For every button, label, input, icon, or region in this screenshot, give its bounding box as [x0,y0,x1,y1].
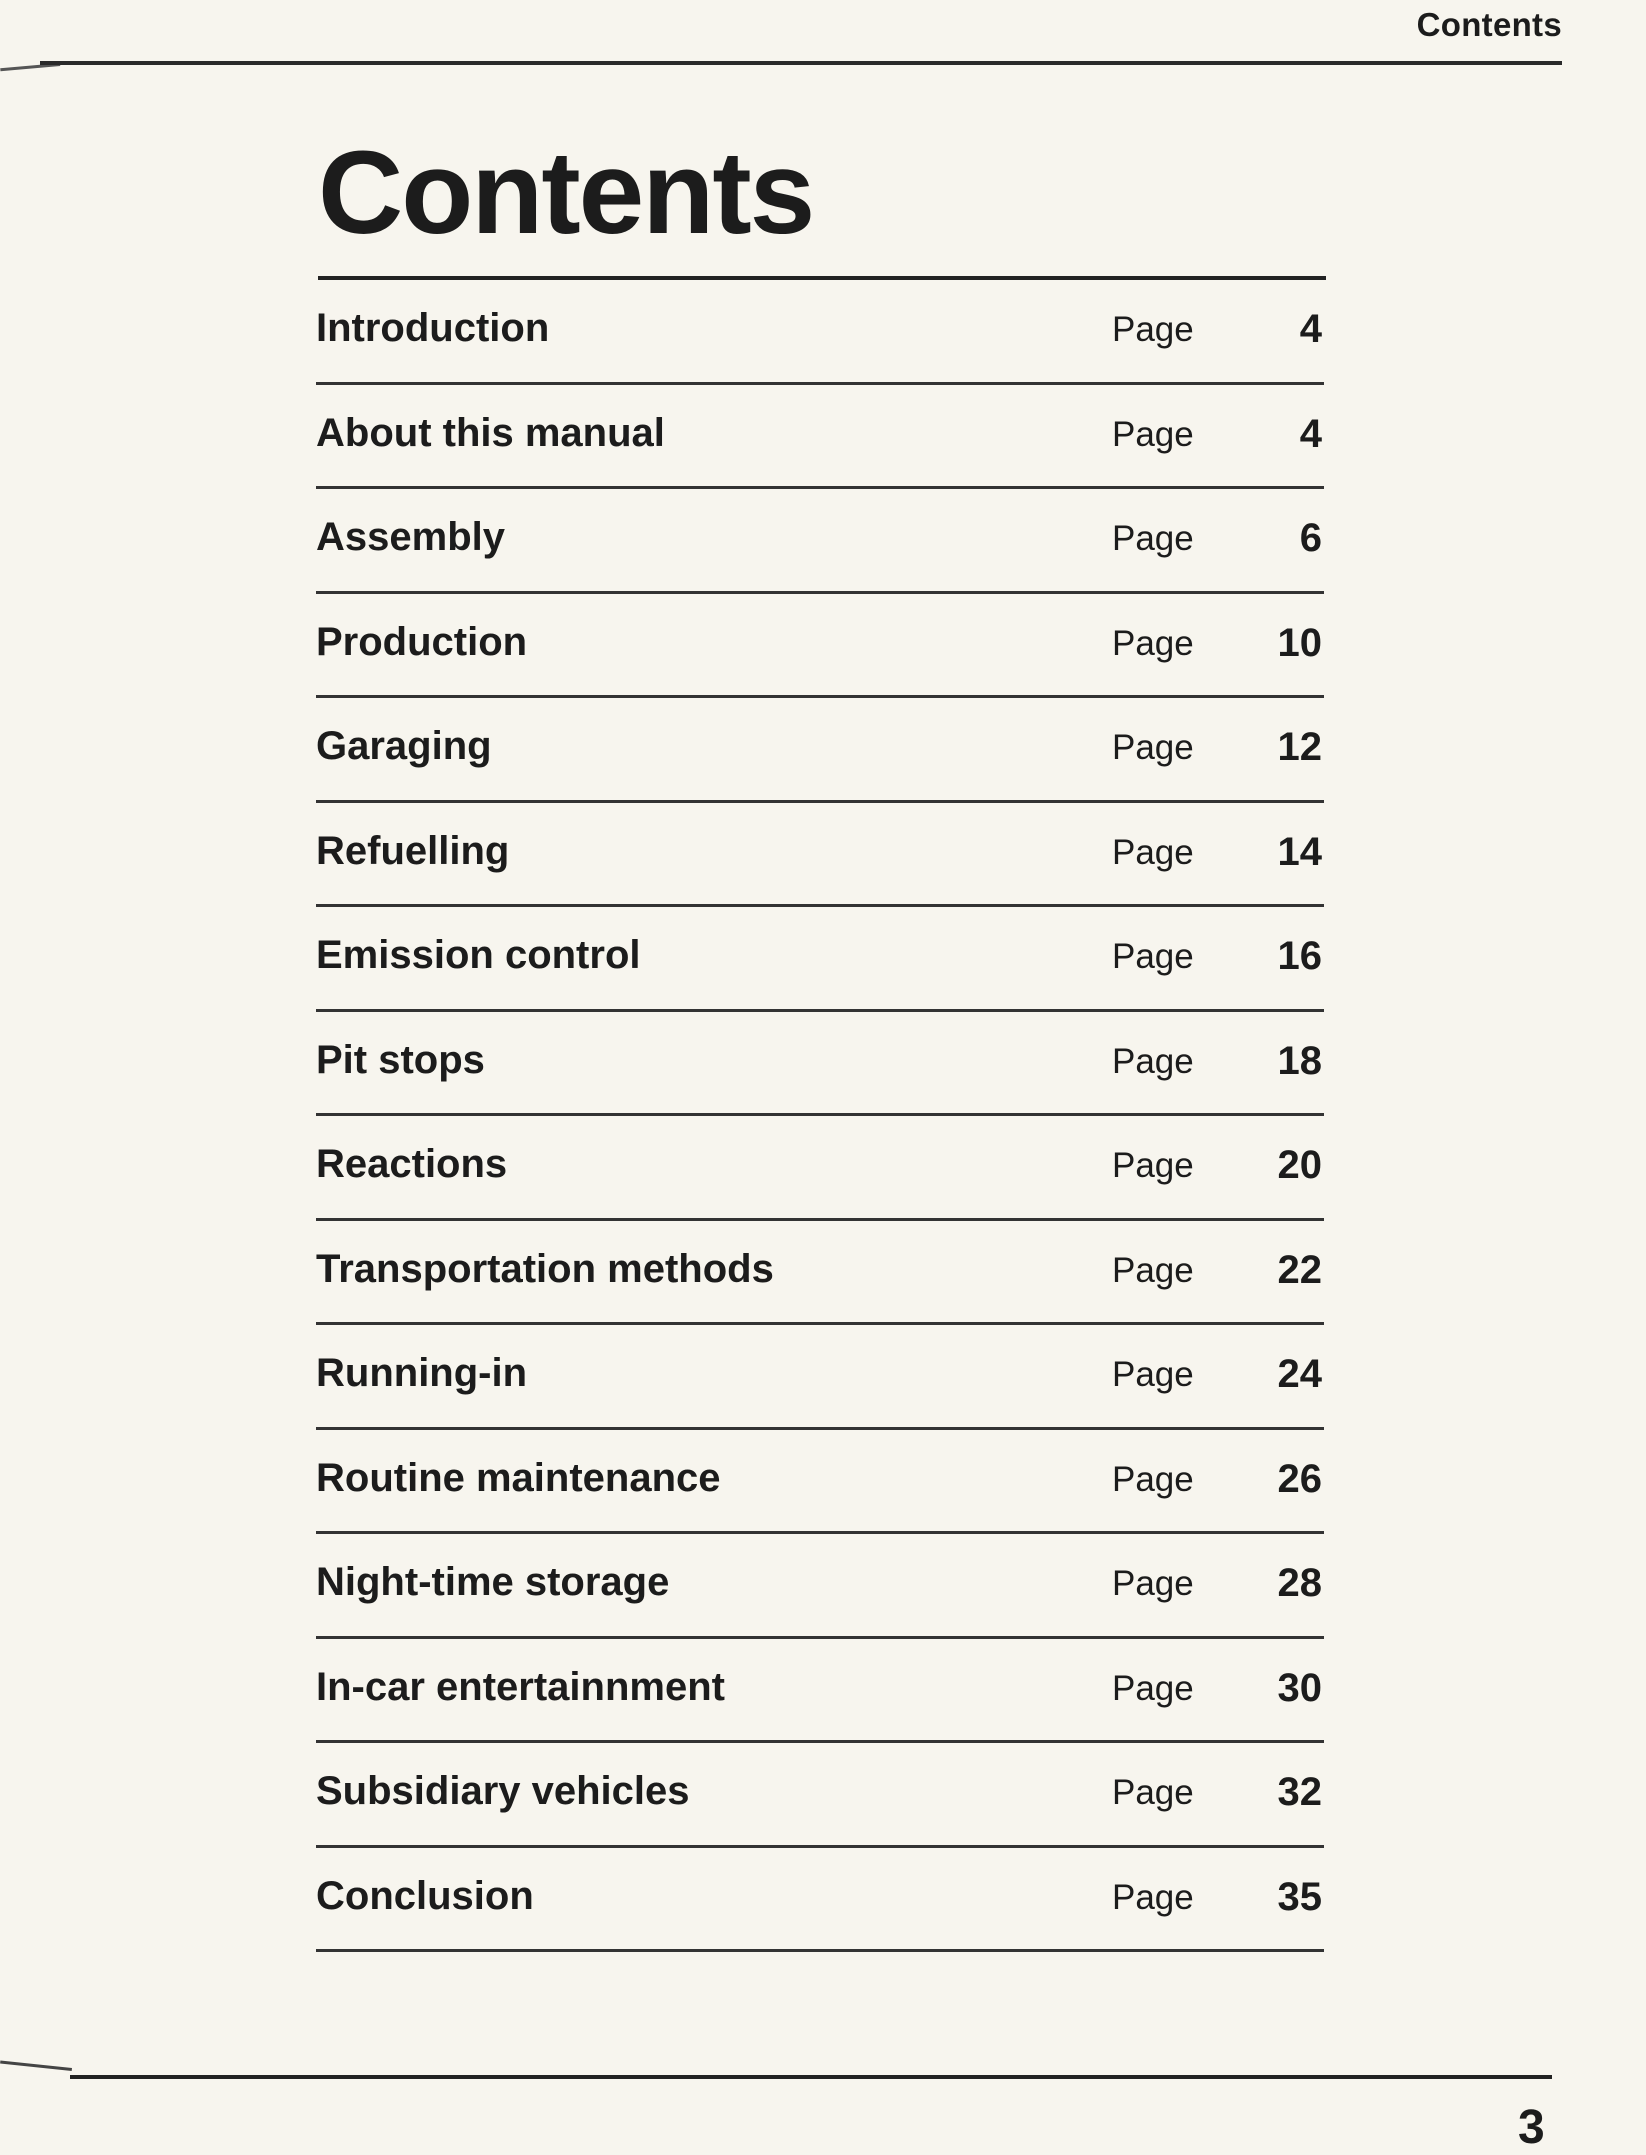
running-head: Contents [1416,6,1562,43]
toc-entry[interactable] [316,907,1324,1012]
bottom-rule-curve [0,2060,72,2080]
page-number: 3 [1518,2101,1545,2154]
page-word: Page [1112,1877,1194,1917]
toc-entry[interactable] [316,1221,1324,1326]
toc-entry-label: Subsidiary vehicles [316,1769,690,1813]
toc-entry-label: Routine maintenance [316,1455,721,1500]
page-word: Page [1112,1773,1194,1812]
toc-entry[interactable] [316,489,1324,594]
toc-entry-page-number: 4 [1299,307,1322,351]
toc-entry[interactable] [316,1012,1324,1117]
toc-entry-page-number: 28 [1277,1561,1322,1605]
toc-entry-page-number: 20 [1277,1143,1322,1187]
top-rule [40,61,1562,65]
toc-entry-page-number: 22 [1277,1247,1322,1292]
toc-entry[interactable] [316,280,1324,385]
page-title: Contents [318,127,814,259]
toc-entry-label: Transportation methods [316,1246,774,1291]
toc-entry-page-number: 30 [1277,1665,1322,1710]
page-word: Page [1112,1355,1194,1394]
toc-entry-label: About this manual [316,410,665,455]
toc-entry-label: Assembly [316,515,505,559]
toc-entry-page-number: 12 [1277,725,1322,769]
page-word: Page [1112,1564,1194,1603]
page-word: Page [1112,414,1194,454]
toc-entry-label: Production [316,619,528,664]
toc-entry-page-number: 32 [1277,1770,1322,1814]
page-word: Page [1112,1041,1194,1081]
toc-entry-label: Refuelling [316,828,510,873]
toc-entry[interactable] [316,594,1324,699]
page-word: Page [1112,1668,1194,1708]
toc-entry-page-number: 16 [1277,934,1322,978]
toc-entry[interactable] [316,1116,1324,1221]
page-word: Page [1112,623,1194,663]
bottom-rule [70,2075,1552,2079]
toc-entry[interactable] [316,1639,1324,1744]
toc-entry-label: Emission control [316,933,641,977]
toc-entry-page-number: 14 [1277,829,1322,874]
toc-entry-label: Running-in [316,1351,528,1395]
page-word: Page [1112,1146,1194,1185]
page-word: Page [1112,728,1194,767]
page-word: Page [1112,519,1194,558]
page-word: Page [1112,310,1194,349]
toc-entry[interactable] [316,698,1324,803]
toc-entry[interactable] [316,1325,1324,1430]
page-word: Page [1112,832,1194,872]
toc-entry-page-number: 26 [1277,1456,1322,1501]
page-word: Page [1112,937,1194,976]
page-word: Page [1112,1250,1194,1290]
toc-entry[interactable] [316,1534,1324,1639]
toc-entry-page-number: 4 [1299,411,1322,456]
toc-entry-label: In-car entertainnment [316,1664,725,1709]
toc-entry-page-number: 35 [1277,1874,1322,1919]
table-of-contents [316,280,1324,1952]
toc-entry-label: Conclusion [316,1873,534,1918]
toc-entry[interactable] [316,1743,1324,1848]
page-word: Page [1112,1459,1194,1499]
toc-entry-page-number: 6 [1299,516,1322,560]
toc-entry[interactable] [316,1430,1324,1535]
toc-entry-label: Introduction [316,306,550,350]
toc-entry[interactable] [316,385,1324,490]
toc-entry[interactable] [316,803,1324,908]
toc-entry[interactable] [316,1848,1324,1953]
toc-entry-label: Pit stops [316,1037,485,1082]
toc-entry-page-number: 10 [1277,620,1322,665]
toc-entry-page-number: 18 [1277,1038,1322,1083]
toc-entry-label: Reactions [316,1142,508,1186]
toc-entry-label: Night-time storage [316,1560,670,1604]
toc-entry-page-number: 24 [1277,1352,1322,1396]
top-rule-curve [0,63,61,81]
toc-entry-label: Garaging [316,724,492,768]
